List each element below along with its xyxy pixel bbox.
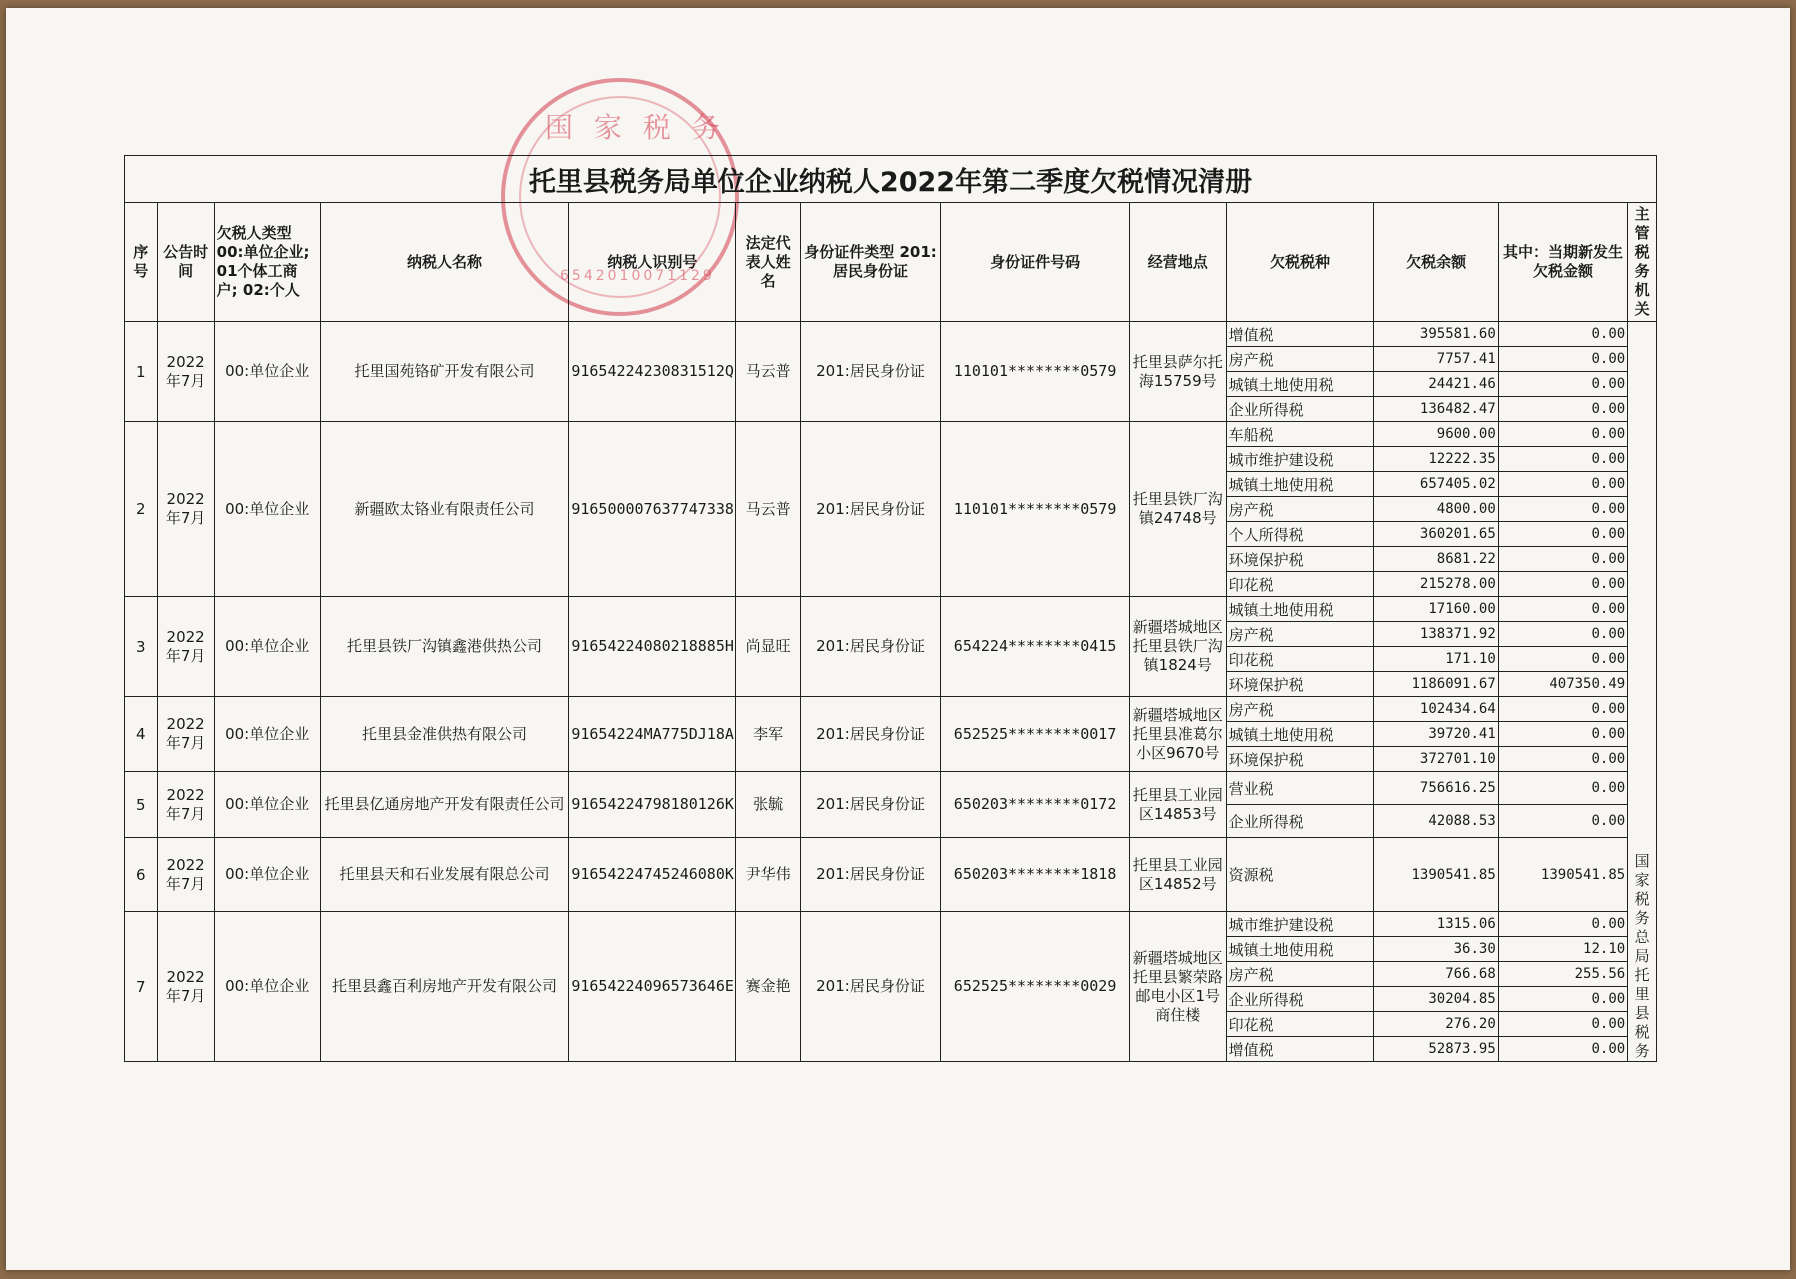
cell-balance: 360201.65	[1374, 522, 1498, 547]
cell-tax-kind: 城镇土地使用税	[1226, 597, 1374, 622]
cell-new-amount: 255.56	[1498, 962, 1627, 987]
table-row	[125, 597, 1657, 622]
header-authority: 主管税务机关	[1628, 203, 1657, 322]
cell-balance: 1390541.85	[1374, 838, 1498, 912]
cell-new-amount: 0.00	[1498, 347, 1627, 372]
cell-balance: 1186091.67	[1374, 672, 1498, 697]
cell-new-amount: 0.00	[1498, 397, 1627, 422]
cell-balance: 4800.00	[1374, 497, 1498, 522]
cell-id-number: 110101********0579	[941, 422, 1130, 597]
cell-taxpayer-type: 00:单位企业	[214, 772, 320, 838]
cell-tax-kind: 城市维护建设税	[1226, 912, 1374, 937]
cell-id-type: 201:居民身份证	[800, 838, 941, 912]
cell-taxpayer-name: 托里县金准供热有限公司	[320, 697, 569, 772]
cell-tax-kind: 企业所得税	[1226, 987, 1374, 1012]
page-title: 托里县税务局单位企业纳税人2022年第二季度欠税情况清册	[125, 156, 1657, 203]
cell-new-amount: 0.00	[1498, 447, 1627, 472]
cell-id-number: 652525********0029	[941, 912, 1130, 1062]
table-row	[125, 422, 1657, 447]
header-seq: 序号	[125, 203, 158, 322]
cell-location: 托里县铁厂沟镇24748号	[1129, 422, 1226, 597]
cell-tax-kind: 增值税	[1226, 322, 1374, 347]
cell-tax-id: 91654224745246080K	[569, 838, 736, 912]
tax-arrears-table	[124, 155, 1657, 1062]
cell-balance: 30204.85	[1374, 987, 1498, 1012]
cell-tax-kind: 城镇土地使用税	[1226, 937, 1374, 962]
header-taxpayer-name: 纳税人名称	[320, 203, 569, 322]
cell-legal-rep: 尚显旺	[736, 597, 800, 697]
table-row	[125, 912, 1657, 937]
cell-new-amount: 12.10	[1498, 937, 1627, 962]
cell-seq: 6	[125, 838, 158, 912]
cell-id-number: 650203********0172	[941, 772, 1130, 838]
cell-new-amount: 0.00	[1498, 322, 1627, 347]
cell-tax-id: 91654224798180126K	[569, 772, 736, 838]
cell-new-amount: 0.00	[1498, 372, 1627, 397]
cell-legal-rep: 张毓	[736, 772, 800, 838]
cell-taxpayer-type: 00:单位企业	[214, 912, 320, 1062]
cell-seq: 5	[125, 772, 158, 838]
cell-id-type: 201:居民身份证	[800, 597, 941, 697]
cell-balance: 766.68	[1374, 962, 1498, 987]
cell-id-number: 652525********0017	[941, 697, 1130, 772]
cell-id-type: 201:居民身份证	[800, 912, 941, 1062]
cell-legal-rep: 马云普	[736, 422, 800, 597]
cell-announce-time: 2022年7月	[157, 597, 214, 697]
cell-location: 托里县工业园区14853号	[1129, 772, 1226, 838]
cell-location: 托里县萨尔托海15759号	[1129, 322, 1226, 422]
cell-id-number: 110101********0579	[941, 322, 1130, 422]
cell-new-amount: 0.00	[1498, 572, 1627, 597]
cell-tax-kind: 城镇土地使用税	[1226, 472, 1374, 497]
cell-id-type: 201:居民身份证	[800, 322, 941, 422]
cell-balance: 102434.64	[1374, 697, 1498, 722]
cell-balance: 395581.60	[1374, 322, 1498, 347]
cell-new-amount: 0.00	[1498, 747, 1627, 772]
cell-balance: 276.20	[1374, 1012, 1498, 1037]
cell-balance: 756616.25	[1374, 772, 1498, 805]
cell-balance: 7757.41	[1374, 347, 1498, 372]
cell-taxpayer-name: 托里县鑫百利房地产开发有限公司	[320, 912, 569, 1062]
cell-taxpayer-name: 托里县亿通房地产开发有限责任公司	[320, 772, 569, 838]
cell-tax-id: 91654224080218885H	[569, 597, 736, 697]
cell-tax-id: 91654224096573646E	[569, 912, 736, 1062]
cell-new-amount: 0.00	[1498, 987, 1627, 1012]
cell-tax-kind: 房产税	[1226, 347, 1374, 372]
table-row	[125, 772, 1657, 805]
cell-announce-time: 2022年7月	[157, 912, 214, 1062]
cell-id-type: 201:居民身份证	[800, 422, 941, 597]
cell-taxpayer-name: 托里县铁厂沟镇鑫港供热公司	[320, 597, 569, 697]
cell-taxpayer-name: 托里县天和石业发展有限总公司	[320, 838, 569, 912]
cell-id-type: 201:居民身份证	[800, 697, 941, 772]
header-announce-time: 公告时间	[157, 203, 214, 322]
cell-tax-kind: 车船税	[1226, 422, 1374, 447]
cell-announce-time: 2022年7月	[157, 838, 214, 912]
cell-new-amount: 0.00	[1498, 647, 1627, 672]
cell-balance: 1315.06	[1374, 912, 1498, 937]
cell-authority: 国家税务总局托里县税务	[1628, 322, 1657, 1062]
cell-new-amount: 0.00	[1498, 472, 1627, 497]
cell-tax-kind: 印花税	[1226, 1012, 1374, 1037]
cell-id-number: 650203********1818	[941, 838, 1130, 912]
cell-taxpayer-type: 00:单位企业	[214, 322, 320, 422]
cell-balance: 136482.47	[1374, 397, 1498, 422]
cell-new-amount: 0.00	[1498, 422, 1627, 447]
cell-seq: 4	[125, 697, 158, 772]
cell-seq: 1	[125, 322, 158, 422]
cell-location: 新疆塔城地区托里县铁厂沟镇1824号	[1129, 597, 1226, 697]
cell-new-amount: 407350.49	[1498, 672, 1627, 697]
cell-taxpayer-type: 00:单位企业	[214, 697, 320, 772]
cell-tax-kind: 环境保护税	[1226, 747, 1374, 772]
cell-tax-kind: 增值税	[1226, 1037, 1374, 1062]
cell-tax-kind: 房产税	[1226, 697, 1374, 722]
cell-balance: 36.30	[1374, 937, 1498, 962]
cell-new-amount: 0.00	[1498, 772, 1627, 805]
cell-balance: 24421.46	[1374, 372, 1498, 397]
cell-tax-kind: 房产税	[1226, 497, 1374, 522]
cell-new-amount: 0.00	[1498, 722, 1627, 747]
header-id-number: 身份证件号码	[941, 203, 1130, 322]
cell-balance: 9600.00	[1374, 422, 1498, 447]
cell-id-type: 201:居民身份证	[800, 772, 941, 838]
cell-location: 托里县工业园区14852号	[1129, 838, 1226, 912]
cell-tax-kind: 资源税	[1226, 838, 1374, 912]
cell-taxpayer-type: 00:单位企业	[214, 597, 320, 697]
cell-announce-time: 2022年7月	[157, 697, 214, 772]
cell-taxpayer-type: 00:单位企业	[214, 838, 320, 912]
cell-announce-time: 2022年7月	[157, 322, 214, 422]
cell-tax-id: 91654224230831512Q	[569, 322, 736, 422]
cell-location: 新疆塔城地区托里县繁荣路邮电小区1号商住楼	[1129, 912, 1226, 1062]
table-row	[125, 697, 1657, 722]
header-tax-id: 纳税人识别号	[569, 203, 736, 322]
cell-location: 新疆塔城地区托里县准葛尔小区9670号	[1129, 697, 1226, 772]
cell-tax-kind: 印花税	[1226, 647, 1374, 672]
cell-announce-time: 2022年7月	[157, 772, 214, 838]
cell-tax-kind: 房产税	[1226, 622, 1374, 647]
header-taxpayer-type: 欠税人类型 00:单位企业; 01个体工商户; 02:个人	[214, 203, 320, 322]
cell-balance: 52873.95	[1374, 1037, 1498, 1062]
cell-taxpayer-name: 新疆欧太铬业有限责任公司	[320, 422, 569, 597]
seal-text: 国 家 税 务	[545, 111, 726, 144]
header-tax-kind: 欠税税种	[1226, 203, 1374, 322]
cell-tax-kind: 环境保护税	[1226, 672, 1374, 697]
cell-tax-kind: 个人所得税	[1226, 522, 1374, 547]
cell-id-number: 654224********0415	[941, 597, 1130, 697]
cell-tax-kind: 城镇土地使用税	[1226, 372, 1374, 397]
cell-new-amount: 0.00	[1498, 622, 1627, 647]
cell-balance: 12222.35	[1374, 447, 1498, 472]
cell-legal-rep: 尹华伟	[736, 838, 800, 912]
cell-tax-kind: 企业所得税	[1226, 397, 1374, 422]
cell-taxpayer-type: 00:单位企业	[214, 422, 320, 597]
cell-legal-rep: 赛金艳	[736, 912, 800, 1062]
cell-balance: 657405.02	[1374, 472, 1498, 497]
cell-legal-rep: 马云普	[736, 322, 800, 422]
cell-balance: 171.10	[1374, 647, 1498, 672]
cell-new-amount: 0.00	[1498, 697, 1627, 722]
cell-balance: 215278.00	[1374, 572, 1498, 597]
header-balance: 欠税余额	[1374, 203, 1498, 322]
cell-new-amount: 0.00	[1498, 547, 1627, 572]
cell-tax-kind: 印花税	[1226, 572, 1374, 597]
cell-new-amount: 1390541.85	[1498, 838, 1627, 912]
cell-balance: 39720.41	[1374, 722, 1498, 747]
cell-new-amount: 0.00	[1498, 912, 1627, 937]
header-id-type: 身份证件类型 201:居民身份证	[800, 203, 941, 322]
cell-tax-id: 91654224MA775DJ18A	[569, 697, 736, 772]
cell-seq: 3	[125, 597, 158, 697]
cell-new-amount: 0.00	[1498, 1012, 1627, 1037]
cell-tax-id: 916500007637747338	[569, 422, 736, 597]
cell-taxpayer-name: 托里国苑铬矿开发有限公司	[320, 322, 569, 422]
table-row	[125, 838, 1657, 912]
cell-new-amount: 0.00	[1498, 1037, 1627, 1062]
cell-announce-time: 2022年7月	[157, 422, 214, 597]
cell-new-amount: 0.00	[1498, 522, 1627, 547]
cell-tax-kind: 城市维护建设税	[1226, 447, 1374, 472]
cell-tax-kind: 营业税	[1226, 772, 1374, 805]
table-body	[125, 322, 1657, 1062]
cell-tax-kind: 城镇土地使用税	[1226, 722, 1374, 747]
cell-tax-kind: 企业所得税	[1226, 805, 1374, 838]
header-new-amount: 其中：当期新发生欠税金额	[1498, 203, 1627, 322]
seal-number: 6542010071129	[560, 268, 715, 284]
cell-tax-kind: 房产税	[1226, 962, 1374, 987]
cell-seq: 2	[125, 422, 158, 597]
cell-new-amount: 0.00	[1498, 497, 1627, 522]
cell-tax-kind: 环境保护税	[1226, 547, 1374, 572]
header-location: 经营地点	[1129, 203, 1226, 322]
cell-new-amount: 0.00	[1498, 597, 1627, 622]
cell-balance: 17160.00	[1374, 597, 1498, 622]
cell-balance: 372701.10	[1374, 747, 1498, 772]
table-row	[125, 322, 1657, 347]
cell-new-amount: 0.00	[1498, 805, 1627, 838]
cell-balance: 42088.53	[1374, 805, 1498, 838]
header-legal-rep: 法定代表人姓名	[736, 203, 800, 322]
cell-seq: 7	[125, 912, 158, 1062]
cell-balance: 8681.22	[1374, 547, 1498, 572]
cell-balance: 138371.92	[1374, 622, 1498, 647]
cell-legal-rep: 李军	[736, 697, 800, 772]
